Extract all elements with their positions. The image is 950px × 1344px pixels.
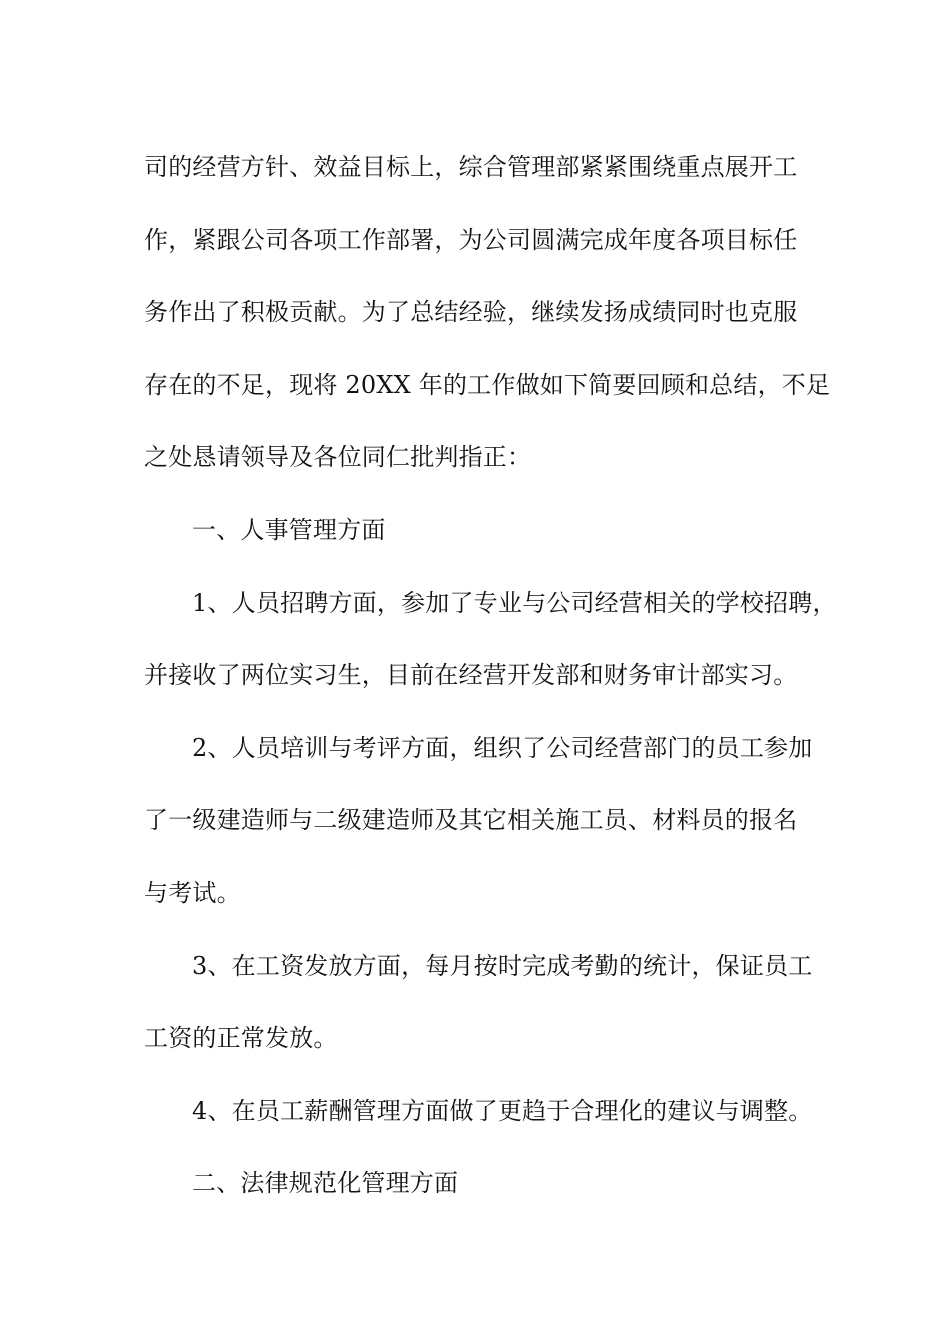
body-line: 工资的正常发放。 (144, 1024, 338, 1053)
body-line: 作，紧跟公司各项工作部署，为公司圆满完成年度各项目标任 (144, 225, 798, 254)
body-line: 存在的不足，现将 20XX 年的工作做如下简要回顾和总结，不足 (144, 370, 831, 399)
body-line: 之处恳请领导及各位同仁批判指正： (144, 443, 532, 472)
section-heading-personnel: 一、人事管理方面 (192, 515, 386, 544)
document-body (144, 131, 837, 1220)
body-line: 司的经营方针、效益目标上，综合管理部紧紧围绕重点展开工 (144, 153, 798, 181)
list-item-training: 2、人员培训与考评方面，组织了公司经营部门的员工参加 (192, 733, 813, 762)
section-heading-legal: 二、法律规范化管理方面 (192, 1169, 459, 1198)
list-item-compensation: 4、在员工薪酬管理方面做了更趋于合理化的建议与调整。 (192, 1096, 813, 1125)
list-item-salary-payment: 3、在工资发放方面，每月按时完成考勤的统计，保证员工 (192, 951, 813, 980)
body-line: 与考试。 (144, 878, 241, 907)
list-item-recruitment: 1、人员招聘方面，参加了专业与公司经营相关的学校招聘， (192, 588, 837, 617)
body-line: 务作出了积极贡献。为了总结经验，继续发扬成绩同时也克服 (144, 298, 798, 327)
body-line: 了一级建造师与二级建造师及其它相关施工员、材料员的报名 (144, 806, 798, 835)
body-line: 并接收了两位实习生，目前在经营开发部和财务审计部实习。 (144, 661, 798, 690)
